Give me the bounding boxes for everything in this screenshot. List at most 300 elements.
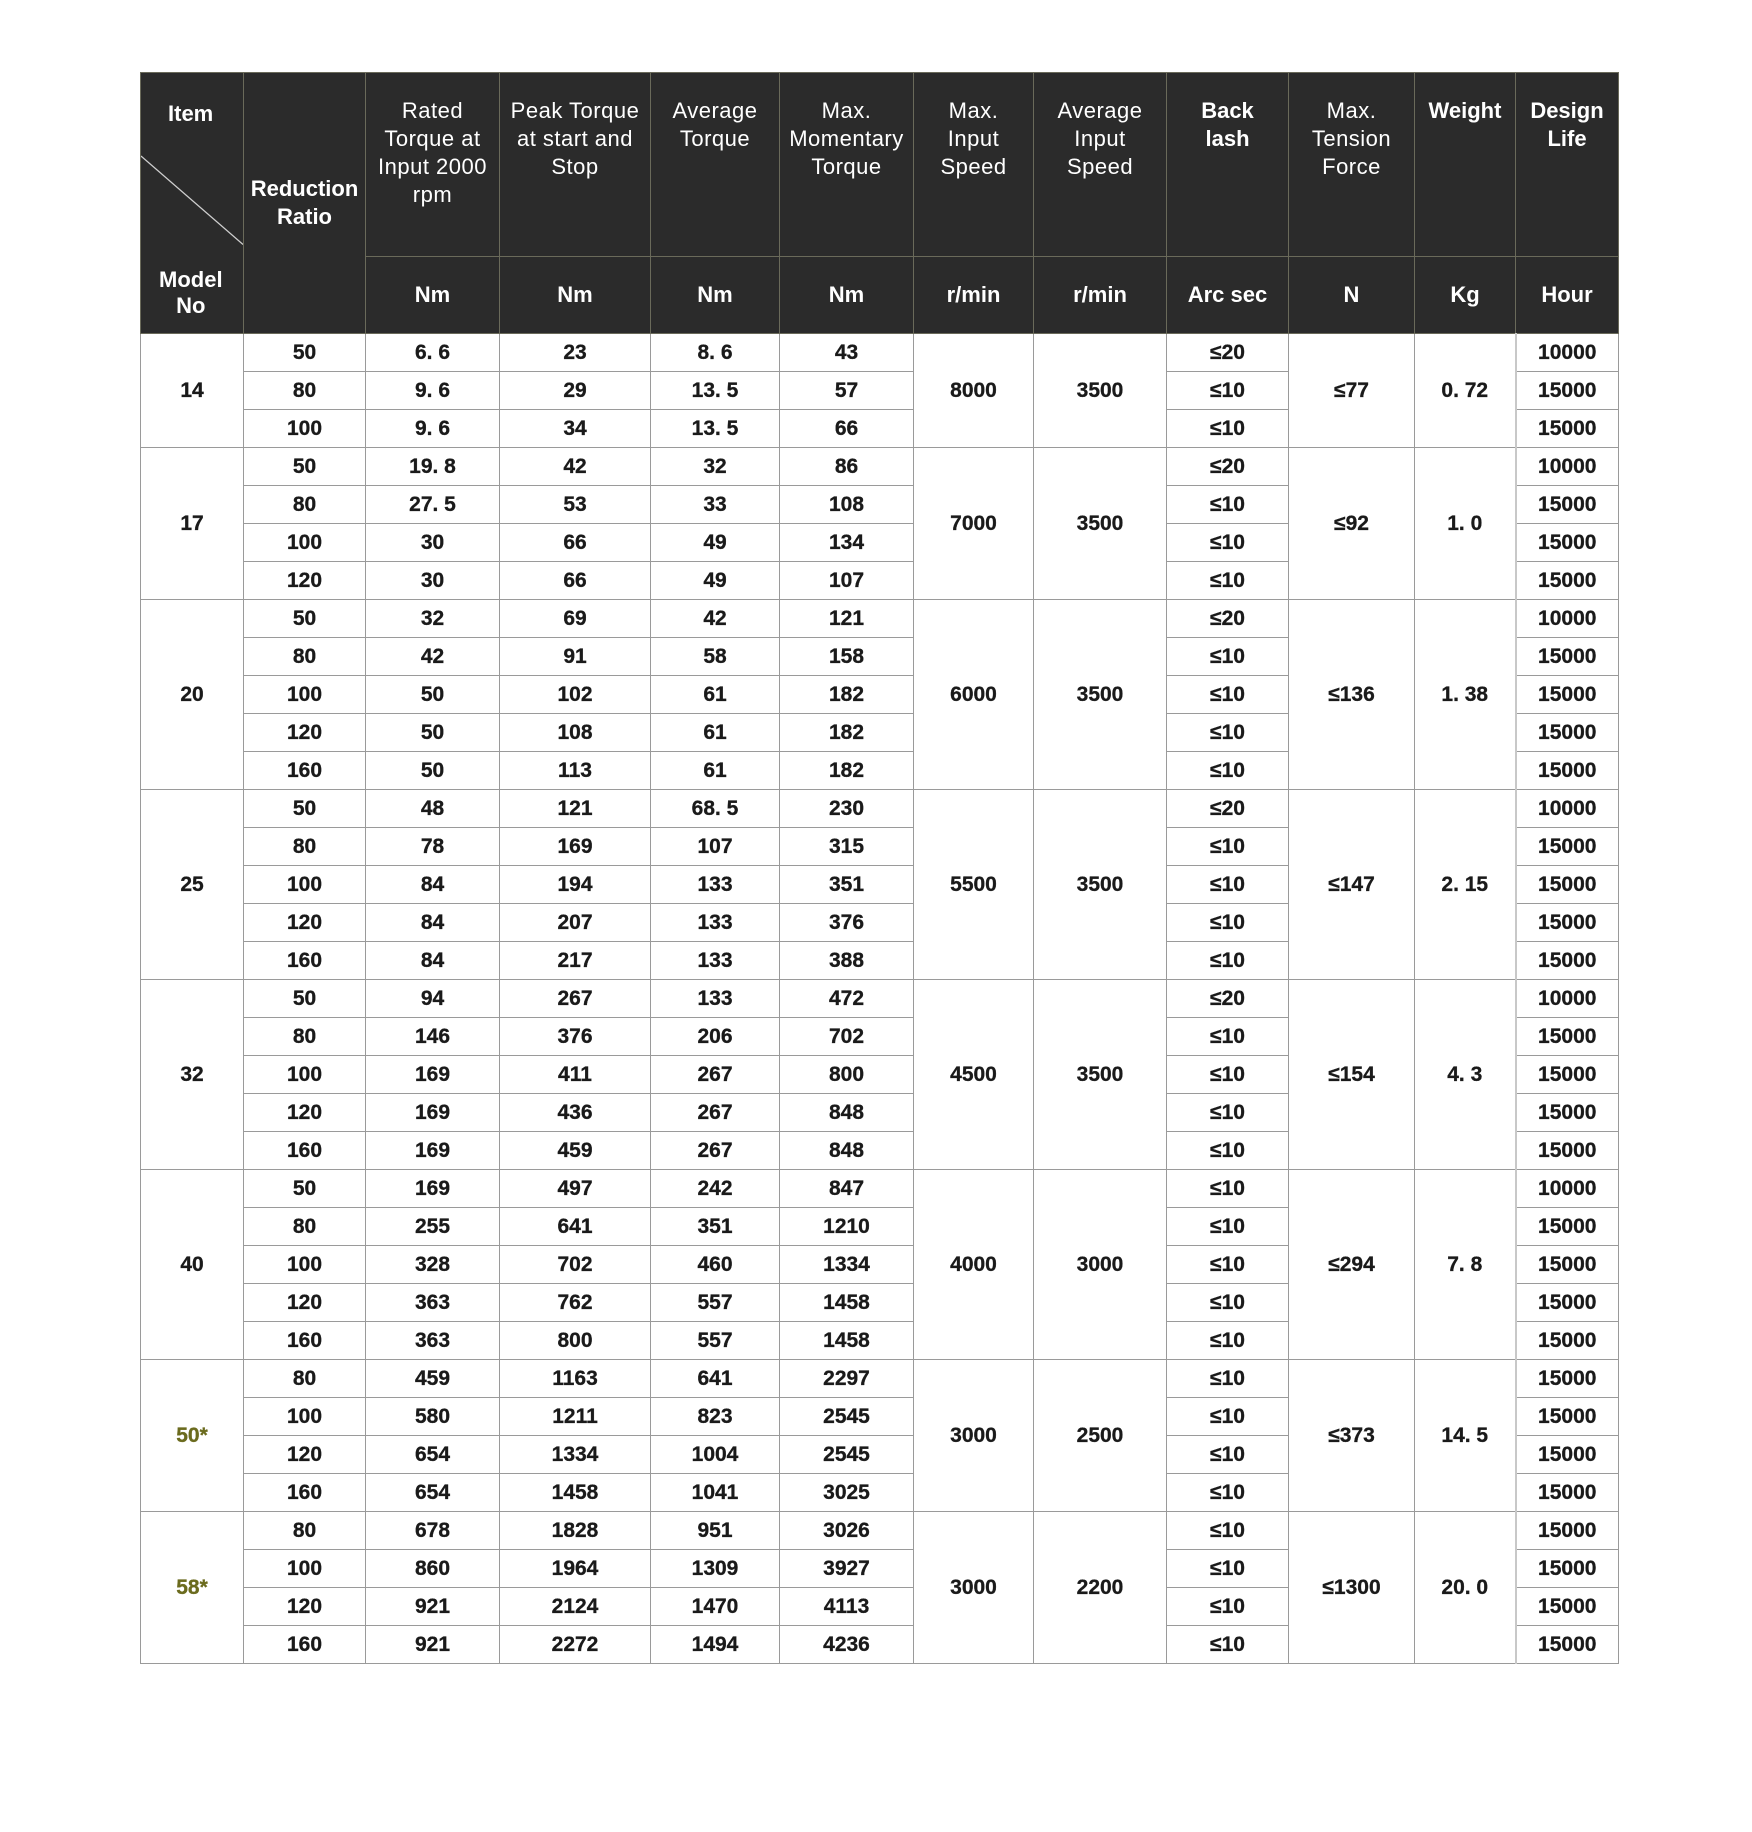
backlash-cell: ≤10: [1167, 904, 1289, 942]
life-cell: 15000: [1516, 714, 1619, 752]
avg-torque-cell: 242: [651, 1170, 780, 1208]
avg-torque-cell: 951: [651, 1512, 780, 1550]
rated-cell: 50: [366, 714, 500, 752]
rated-cell: 50: [366, 752, 500, 790]
avg-torque-cell: 107: [651, 828, 780, 866]
header-max_mom: Max. Momentary Torque: [780, 73, 914, 257]
backlash-cell: ≤10: [1167, 524, 1289, 562]
ratio-cell: 80: [244, 372, 366, 410]
life-cell: 15000: [1516, 1018, 1619, 1056]
table-row: [141, 334, 1619, 372]
avg-torque-cell: 58: [651, 638, 780, 676]
life-cell: 15000: [1516, 828, 1619, 866]
model-cell: 58*: [141, 1512, 244, 1664]
peak-cell: 2272: [500, 1626, 651, 1664]
life-cell: 15000: [1516, 1246, 1619, 1284]
life-cell: 15000: [1516, 1056, 1619, 1094]
max-mom-cell: 43: [780, 334, 914, 372]
tension-cell: ≤1300: [1289, 1512, 1415, 1664]
max-mom-cell: 1458: [780, 1284, 914, 1322]
life-cell: 15000: [1516, 1322, 1619, 1360]
rated-cell: 860: [366, 1550, 500, 1588]
backlash-cell: ≤10: [1167, 752, 1289, 790]
peak-cell: 121: [500, 790, 651, 828]
backlash-cell: ≤10: [1167, 1018, 1289, 1056]
ratio-cell: 80: [244, 486, 366, 524]
rated-cell: 94: [366, 980, 500, 1018]
model-no-label: Model No: [159, 267, 223, 318]
peak-cell: 207: [500, 904, 651, 942]
rated-cell: 654: [366, 1474, 500, 1512]
model-cell: 40: [141, 1170, 244, 1360]
ratio-cell: 120: [244, 904, 366, 942]
max-mom-cell: 230: [780, 790, 914, 828]
avg-torque-cell: 1494: [651, 1626, 780, 1664]
rated-cell: 169: [366, 1170, 500, 1208]
unit-peak: Nm: [500, 257, 651, 334]
peak-cell: 2124: [500, 1588, 651, 1626]
table-row: [141, 1170, 1619, 1208]
avg-torque-cell: 1470: [651, 1588, 780, 1626]
rated-cell: 255: [366, 1208, 500, 1246]
peak-cell: 1334: [500, 1436, 651, 1474]
ratio-cell: 120: [244, 714, 366, 752]
peak-cell: 1458: [500, 1474, 651, 1512]
rated-cell: 678: [366, 1512, 500, 1550]
max-mom-cell: 702: [780, 1018, 914, 1056]
life-cell: 15000: [1516, 1094, 1619, 1132]
ratio-cell: 50: [244, 448, 366, 486]
life-cell: 15000: [1516, 866, 1619, 904]
life-cell: 10000: [1516, 448, 1619, 486]
life-cell: 15000: [1516, 1284, 1619, 1322]
unit-weight: Kg: [1415, 257, 1516, 334]
ratio-cell: 80: [244, 1512, 366, 1550]
model-cell: 32: [141, 980, 244, 1170]
rated-cell: 654: [366, 1436, 500, 1474]
rated-cell: 30: [366, 524, 500, 562]
max-mom-cell: 388: [780, 942, 914, 980]
tension-cell: ≤136: [1289, 600, 1415, 790]
tension-cell: ≤373: [1289, 1360, 1415, 1512]
life-cell: 10000: [1516, 980, 1619, 1018]
ratio-cell: 100: [244, 1246, 366, 1284]
weight-cell: 14. 5: [1415, 1360, 1516, 1512]
ratio-cell: 100: [244, 410, 366, 448]
life-cell: 10000: [1516, 334, 1619, 372]
backlash-cell: ≤10: [1167, 1056, 1289, 1094]
rated-cell: 19. 8: [366, 448, 500, 486]
max-mom-cell: 315: [780, 828, 914, 866]
rated-cell: 169: [366, 1132, 500, 1170]
rated-cell: 42: [366, 638, 500, 676]
avg-speed-cell: 2200: [1034, 1512, 1167, 1664]
life-cell: 15000: [1516, 676, 1619, 714]
ratio-cell: 100: [244, 1056, 366, 1094]
max-speed-cell: 3000: [914, 1360, 1034, 1512]
ratio-cell: 80: [244, 1360, 366, 1398]
avg-speed-cell: 3500: [1034, 790, 1167, 980]
life-cell: 15000: [1516, 486, 1619, 524]
avg-torque-cell: 133: [651, 904, 780, 942]
max-mom-cell: 3026: [780, 1512, 914, 1550]
max-mom-cell: 2297: [780, 1360, 914, 1398]
life-cell: 15000: [1516, 1512, 1619, 1550]
peak-cell: 29: [500, 372, 651, 410]
max-mom-cell: 108: [780, 486, 914, 524]
backlash-cell: ≤10: [1167, 1094, 1289, 1132]
backlash-cell: ≤20: [1167, 790, 1289, 828]
life-cell: 10000: [1516, 790, 1619, 828]
max-mom-cell: 121: [780, 600, 914, 638]
peak-cell: 91: [500, 638, 651, 676]
rated-cell: 580: [366, 1398, 500, 1436]
ratio-cell: 80: [244, 1018, 366, 1056]
rated-cell: 169: [366, 1094, 500, 1132]
header-backlash: Back lash: [1167, 73, 1289, 257]
backlash-cell: ≤10: [1167, 1170, 1289, 1208]
backlash-cell: ≤10: [1167, 1322, 1289, 1360]
max-mom-cell: 4236: [780, 1626, 914, 1664]
tension-cell: ≤147: [1289, 790, 1415, 980]
model-cell: 50*: [141, 1360, 244, 1512]
max-speed-cell: 8000: [914, 334, 1034, 448]
rated-cell: 921: [366, 1588, 500, 1626]
avg-speed-cell: 3500: [1034, 600, 1167, 790]
peak-cell: 641: [500, 1208, 651, 1246]
peak-cell: 69: [500, 600, 651, 638]
life-cell: 15000: [1516, 1550, 1619, 1588]
rated-cell: 921: [366, 1626, 500, 1664]
max-mom-cell: 1334: [780, 1246, 914, 1284]
ratio-cell: 160: [244, 752, 366, 790]
peak-cell: 53: [500, 486, 651, 524]
ratio-cell: 120: [244, 1436, 366, 1474]
header-rated: Rated Torque at Input 2000 rpm: [366, 73, 500, 257]
avg-torque-cell: 61: [651, 752, 780, 790]
max-mom-cell: 2545: [780, 1398, 914, 1436]
ratio-cell: 120: [244, 562, 366, 600]
ratio-cell: 80: [244, 638, 366, 676]
header-tension: Max. Tension Force: [1289, 73, 1415, 257]
peak-cell: 113: [500, 752, 651, 790]
ratio-cell: 160: [244, 1132, 366, 1170]
avg-torque-cell: 267: [651, 1132, 780, 1170]
tension-cell: ≤294: [1289, 1170, 1415, 1360]
weight-cell: 20. 0: [1415, 1512, 1516, 1664]
ratio-cell: 120: [244, 1588, 366, 1626]
ratio-cell: 100: [244, 866, 366, 904]
max-mom-cell: 351: [780, 866, 914, 904]
ratio-cell: 100: [244, 676, 366, 714]
avg-torque-cell: 1041: [651, 1474, 780, 1512]
life-cell: 15000: [1516, 410, 1619, 448]
avg-torque-cell: 823: [651, 1398, 780, 1436]
avg-speed-cell: 3500: [1034, 448, 1167, 600]
rated-cell: 459: [366, 1360, 500, 1398]
peak-cell: 376: [500, 1018, 651, 1056]
avg-torque-cell: 68. 5: [651, 790, 780, 828]
peak-cell: 169: [500, 828, 651, 866]
life-cell: 15000: [1516, 1398, 1619, 1436]
life-cell: 15000: [1516, 524, 1619, 562]
backlash-cell: ≤10: [1167, 1132, 1289, 1170]
avg-torque-cell: 13. 5: [651, 372, 780, 410]
rated-cell: 146: [366, 1018, 500, 1056]
header-life: Design Life: [1516, 73, 1619, 257]
avg-torque-cell: 1004: [651, 1436, 780, 1474]
life-cell: 10000: [1516, 1170, 1619, 1208]
rated-cell: 9. 6: [366, 410, 500, 448]
rated-cell: 48: [366, 790, 500, 828]
avg-torque-cell: 13. 5: [651, 410, 780, 448]
ratio-cell: 160: [244, 1474, 366, 1512]
life-cell: 15000: [1516, 752, 1619, 790]
ratio-cell: 120: [244, 1284, 366, 1322]
peak-cell: 762: [500, 1284, 651, 1322]
unit-max_speed: r/min: [914, 257, 1034, 334]
header-avg_torque: Average Torque: [651, 73, 780, 257]
unit-avg_speed: r/min: [1034, 257, 1167, 334]
rated-cell: 84: [366, 904, 500, 942]
ratio-cell: 160: [244, 1322, 366, 1360]
table-row: [141, 1512, 1619, 1550]
ratio-cell: 50: [244, 790, 366, 828]
ratio-cell: 100: [244, 1550, 366, 1588]
max-mom-cell: 3927: [780, 1550, 914, 1588]
model-cell: 25: [141, 790, 244, 980]
rated-cell: 363: [366, 1284, 500, 1322]
life-cell: 15000: [1516, 562, 1619, 600]
peak-cell: 42: [500, 448, 651, 486]
backlash-cell: ≤10: [1167, 1284, 1289, 1322]
backlash-cell: ≤10: [1167, 676, 1289, 714]
peak-cell: 702: [500, 1246, 651, 1284]
max-mom-cell: 376: [780, 904, 914, 942]
backlash-cell: ≤20: [1167, 334, 1289, 372]
weight-cell: 1. 0: [1415, 448, 1516, 600]
model-cell: 20: [141, 600, 244, 790]
life-cell: 15000: [1516, 1132, 1619, 1170]
avg-speed-cell: 3500: [1034, 980, 1167, 1170]
backlash-cell: ≤10: [1167, 1626, 1289, 1664]
backlash-cell: ≤20: [1167, 980, 1289, 1018]
max-mom-cell: 800: [780, 1056, 914, 1094]
life-cell: 15000: [1516, 1436, 1619, 1474]
life-cell: 15000: [1516, 1208, 1619, 1246]
ratio-cell: 50: [244, 1170, 366, 1208]
avg-torque-cell: 460: [651, 1246, 780, 1284]
max-mom-cell: 2545: [780, 1436, 914, 1474]
avg-torque-cell: 133: [651, 866, 780, 904]
max-mom-cell: 57: [780, 372, 914, 410]
max-speed-cell: 5500: [914, 790, 1034, 980]
avg-torque-cell: 49: [651, 524, 780, 562]
model-cell: 17: [141, 448, 244, 600]
avg-torque-cell: 557: [651, 1322, 780, 1360]
life-cell: 15000: [1516, 1474, 1619, 1512]
peak-cell: 267: [500, 980, 651, 1018]
max-mom-cell: 107: [780, 562, 914, 600]
peak-cell: 497: [500, 1170, 651, 1208]
ratio-cell: 120: [244, 1094, 366, 1132]
peak-cell: 459: [500, 1132, 651, 1170]
unit-backlash: Arc sec: [1167, 257, 1289, 334]
rated-cell: 32: [366, 600, 500, 638]
rated-cell: 328: [366, 1246, 500, 1284]
header-weight: Weight: [1415, 73, 1516, 257]
peak-cell: 1211: [500, 1398, 651, 1436]
max-mom-cell: 3025: [780, 1474, 914, 1512]
backlash-cell: ≤10: [1167, 828, 1289, 866]
life-cell: 15000: [1516, 942, 1619, 980]
rated-cell: 363: [366, 1322, 500, 1360]
peak-cell: 102: [500, 676, 651, 714]
table-row: [141, 1360, 1619, 1398]
life-cell: 15000: [1516, 904, 1619, 942]
ratio-cell: 50: [244, 980, 366, 1018]
model-cell: 14: [141, 334, 244, 448]
avg-torque-cell: 267: [651, 1094, 780, 1132]
header-avg_speed: Average Input Speed: [1034, 73, 1167, 257]
max-mom-cell: 86: [780, 448, 914, 486]
max-speed-cell: 6000: [914, 600, 1034, 790]
avg-torque-cell: 32: [651, 448, 780, 486]
ratio-cell: 160: [244, 942, 366, 980]
max-mom-cell: 847: [780, 1170, 914, 1208]
rated-cell: 50: [366, 676, 500, 714]
life-cell: 15000: [1516, 638, 1619, 676]
rated-cell: 84: [366, 866, 500, 904]
max-mom-cell: 182: [780, 676, 914, 714]
avg-speed-cell: 3500: [1034, 334, 1167, 448]
table-row: [141, 790, 1619, 828]
avg-torque-cell: 267: [651, 1056, 780, 1094]
backlash-cell: ≤20: [1167, 600, 1289, 638]
ratio-cell: 80: [244, 1208, 366, 1246]
backlash-cell: ≤10: [1167, 1588, 1289, 1626]
backlash-cell: ≤10: [1167, 942, 1289, 980]
weight-cell: 7. 8: [1415, 1170, 1516, 1360]
backlash-cell: ≤10: [1167, 486, 1289, 524]
avg-speed-cell: 2500: [1034, 1360, 1167, 1512]
unit-rated: Nm: [366, 257, 500, 334]
max-mom-cell: 66: [780, 410, 914, 448]
max-mom-cell: 1210: [780, 1208, 914, 1246]
weight-cell: 4. 3: [1415, 980, 1516, 1170]
ratio-cell: 100: [244, 524, 366, 562]
backlash-cell: ≤10: [1167, 1208, 1289, 1246]
life-cell: 15000: [1516, 1626, 1619, 1664]
max-speed-cell: 4000: [914, 1170, 1034, 1360]
reduction-ratio-header: Reduction Ratio: [244, 73, 366, 334]
avg-torque-cell: 641: [651, 1360, 780, 1398]
rated-cell: 169: [366, 1056, 500, 1094]
backlash-cell: ≤10: [1167, 866, 1289, 904]
max-mom-cell: 182: [780, 752, 914, 790]
peak-cell: 436: [500, 1094, 651, 1132]
avg-torque-cell: 206: [651, 1018, 780, 1056]
avg-torque-cell: 557: [651, 1284, 780, 1322]
peak-cell: 1964: [500, 1550, 651, 1588]
rated-cell: 84: [366, 942, 500, 980]
peak-cell: 34: [500, 410, 651, 448]
backlash-cell: ≤10: [1167, 372, 1289, 410]
life-cell: 15000: [1516, 1360, 1619, 1398]
max-speed-cell: 4500: [914, 980, 1034, 1170]
weight-cell: 0. 72: [1415, 334, 1516, 448]
ratio-cell: 50: [244, 334, 366, 372]
max-mom-cell: 134: [780, 524, 914, 562]
rated-cell: 6. 6: [366, 334, 500, 372]
ratio-cell: 100: [244, 1398, 366, 1436]
backlash-cell: ≤10: [1167, 1246, 1289, 1284]
max-mom-cell: 472: [780, 980, 914, 1018]
avg-torque-cell: 61: [651, 676, 780, 714]
peak-cell: 66: [500, 562, 651, 600]
tension-cell: ≤154: [1289, 980, 1415, 1170]
backlash-cell: ≤10: [1167, 1550, 1289, 1588]
ratio-cell: 50: [244, 600, 366, 638]
avg-torque-cell: 33: [651, 486, 780, 524]
peak-cell: 217: [500, 942, 651, 980]
unit-avg_torque: Nm: [651, 257, 780, 334]
rated-cell: 30: [366, 562, 500, 600]
avg-torque-cell: 133: [651, 942, 780, 980]
backlash-cell: ≤10: [1167, 1436, 1289, 1474]
life-cell: 10000: [1516, 600, 1619, 638]
spec-table: [140, 72, 1619, 1664]
ratio-cell: 160: [244, 1626, 366, 1664]
max-speed-cell: 3000: [914, 1512, 1034, 1664]
max-mom-cell: 848: [780, 1132, 914, 1170]
backlash-cell: ≤10: [1167, 1512, 1289, 1550]
avg-torque-cell: 42: [651, 600, 780, 638]
life-cell: 15000: [1516, 1588, 1619, 1626]
avg-torque-cell: 49: [651, 562, 780, 600]
peak-cell: 411: [500, 1056, 651, 1094]
max-mom-cell: 182: [780, 714, 914, 752]
rated-cell: 27. 5: [366, 486, 500, 524]
header-max_speed: Max. Input Speed: [914, 73, 1034, 257]
backlash-cell: ≤10: [1167, 562, 1289, 600]
peak-cell: 66: [500, 524, 651, 562]
avg-torque-cell: 1309: [651, 1550, 780, 1588]
avg-torque-cell: 133: [651, 980, 780, 1018]
tension-cell: ≤77: [1289, 334, 1415, 448]
weight-cell: 1. 38: [1415, 600, 1516, 790]
unit-max_mom: Nm: [780, 257, 914, 334]
max-mom-cell: 848: [780, 1094, 914, 1132]
weight-cell: 2. 15: [1415, 790, 1516, 980]
peak-cell: 800: [500, 1322, 651, 1360]
ratio-cell: 80: [244, 828, 366, 866]
table-row: [141, 448, 1619, 486]
backlash-cell: ≤10: [1167, 410, 1289, 448]
backlash-cell: ≤10: [1167, 1398, 1289, 1436]
tension-cell: ≤92: [1289, 448, 1415, 600]
peak-cell: 23: [500, 334, 651, 372]
header-peak: Peak Torque at start and Stop: [500, 73, 651, 257]
max-mom-cell: 1458: [780, 1322, 914, 1360]
life-cell: 15000: [1516, 372, 1619, 410]
peak-cell: 1828: [500, 1512, 651, 1550]
backlash-cell: ≤10: [1167, 1360, 1289, 1398]
backlash-cell: ≤10: [1167, 638, 1289, 676]
rated-cell: 9. 6: [366, 372, 500, 410]
item-label: Item: [168, 101, 214, 126]
peak-cell: 108: [500, 714, 651, 752]
